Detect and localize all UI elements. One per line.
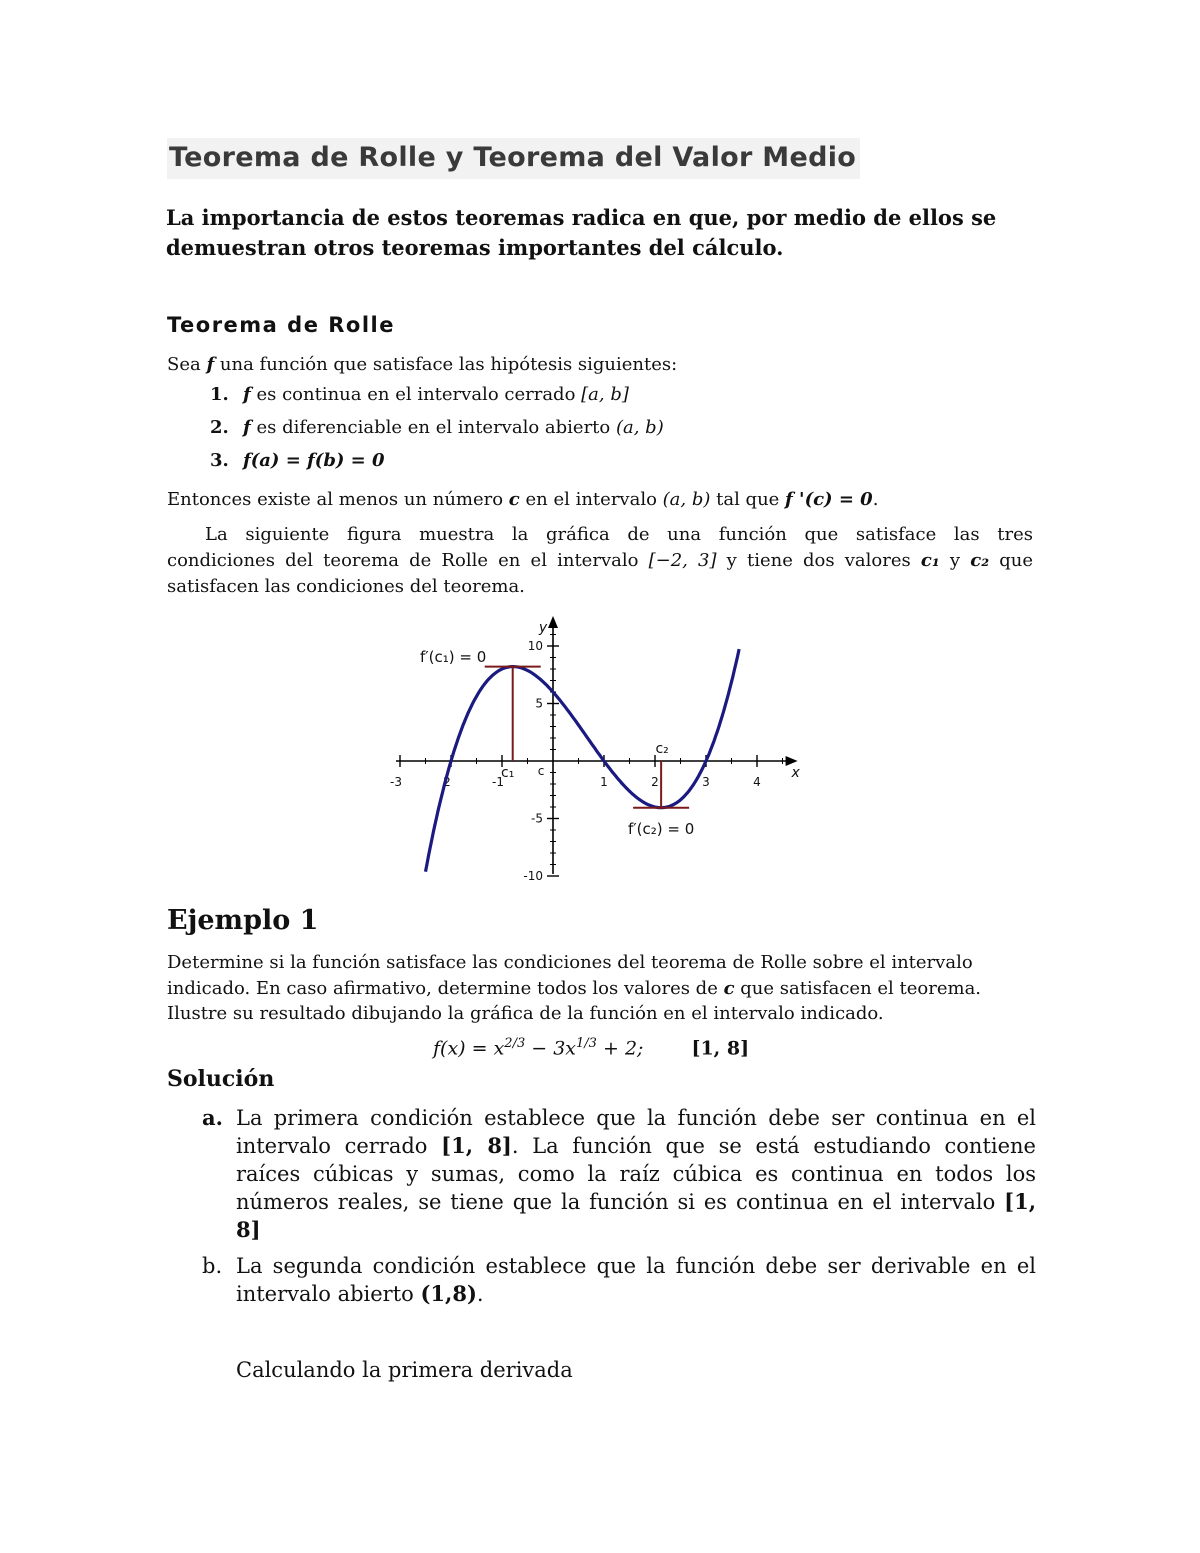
condition-item: 3. f(a) = f(b) = 0 xyxy=(210,450,385,471)
y-tick-label: -10 xyxy=(523,869,543,883)
y-axis-label: y xyxy=(538,620,548,636)
c-label: c xyxy=(537,764,545,778)
rolle-lead: Sea f una función que satisface las hipótesis siguientes: xyxy=(167,354,678,375)
figure-text-line2: condiciones del teorema de Rolle en el intervalo [−2, 3] y tiene dos valores c₁ y c₂ que xyxy=(167,550,1033,571)
intro-paragraph: La importancia de estos teoremas radica en que, por medio de ellos se demuestran otros teoremas importantes del cálculo. xyxy=(166,205,997,260)
list-item: a. La primera condición establece que la función debe ser continua en el intervalo cerrado [1, 8]. La función que se está estudiando contiene raíces cúbicas y sumas, como la raíz cúbica es continua en todos los números reales, se tiene que la función si es continua en el intervalo [1, 8] xyxy=(202,1105,1036,1242)
figure-text-line3: satisfacen las condiciones del teorema. xyxy=(167,576,525,597)
x-tick-label: 3 xyxy=(702,775,710,789)
figure-text-line1: La siguiente figura muestra la gráfica de una función que satisface las tres xyxy=(205,524,1033,545)
y-tick-label: -5 xyxy=(531,811,543,826)
condition-item: 2. f es diferenciable en el intervalo abierto (a, b) xyxy=(210,417,664,438)
condition-item: 1. f es continua en el intervalo cerrado [a, b] xyxy=(210,384,629,405)
x-tick-label: 4 xyxy=(753,775,761,789)
rolle-heading: Teorema de Rolle xyxy=(167,313,395,337)
rolle-conclusion: Entonces existe al menos un número c en el intervalo (a, b) tal que f '(c) = 0. xyxy=(167,489,879,510)
x-tick-label: -1 xyxy=(492,775,504,789)
y-tick-label: 5 xyxy=(535,696,543,711)
example-line3: Ilustre su resultado dibujando la gráfica de la función en el intervalo indicado. xyxy=(167,1003,884,1024)
c2-label: c₂ xyxy=(655,741,669,757)
page-title: Teorema de Rolle y Teorema del Valor Medio xyxy=(167,138,860,179)
example-heading: Ejemplo 1 xyxy=(167,905,319,936)
rolle-conditions xyxy=(210,384,664,483)
x-tick-label: 2 xyxy=(651,775,659,789)
list-item: b. La segunda condición establece que la función debe ser derivable en el intervalo abierto (1,8). xyxy=(202,1254,1036,1306)
y-axis-arrow xyxy=(548,616,558,628)
c1-label: c₁ xyxy=(501,765,515,781)
solution-heading: Solución xyxy=(167,1066,275,1092)
example-line2: indicado. En caso afirmativo, determine todos los valores de c que satisfacen el teorema. xyxy=(167,978,982,999)
c1-annotation: f′(c₁) = 0 xyxy=(420,648,487,666)
derivative-note: Calculando la primera derivada xyxy=(236,1358,573,1382)
x-axis-label: x xyxy=(791,765,800,781)
x-tick-label: 2 xyxy=(443,775,451,789)
solution-list xyxy=(202,1104,1036,1316)
example-line1: Determine si la función satisface las condiciones del teorema de Rolle sobre el intervalo xyxy=(167,952,973,973)
x-tick-label: -3 xyxy=(390,775,402,789)
rolle-graph xyxy=(390,612,810,892)
x-tick-label: 1 xyxy=(600,775,608,789)
c2-annotation: f′(c₂) = 0 xyxy=(628,820,695,838)
y-tick-label: 10 xyxy=(527,639,543,653)
example-formula: $f(x) = x^{2/3} - 3x^{1/3} + 2$; [1, 8] xyxy=(433,1036,750,1060)
